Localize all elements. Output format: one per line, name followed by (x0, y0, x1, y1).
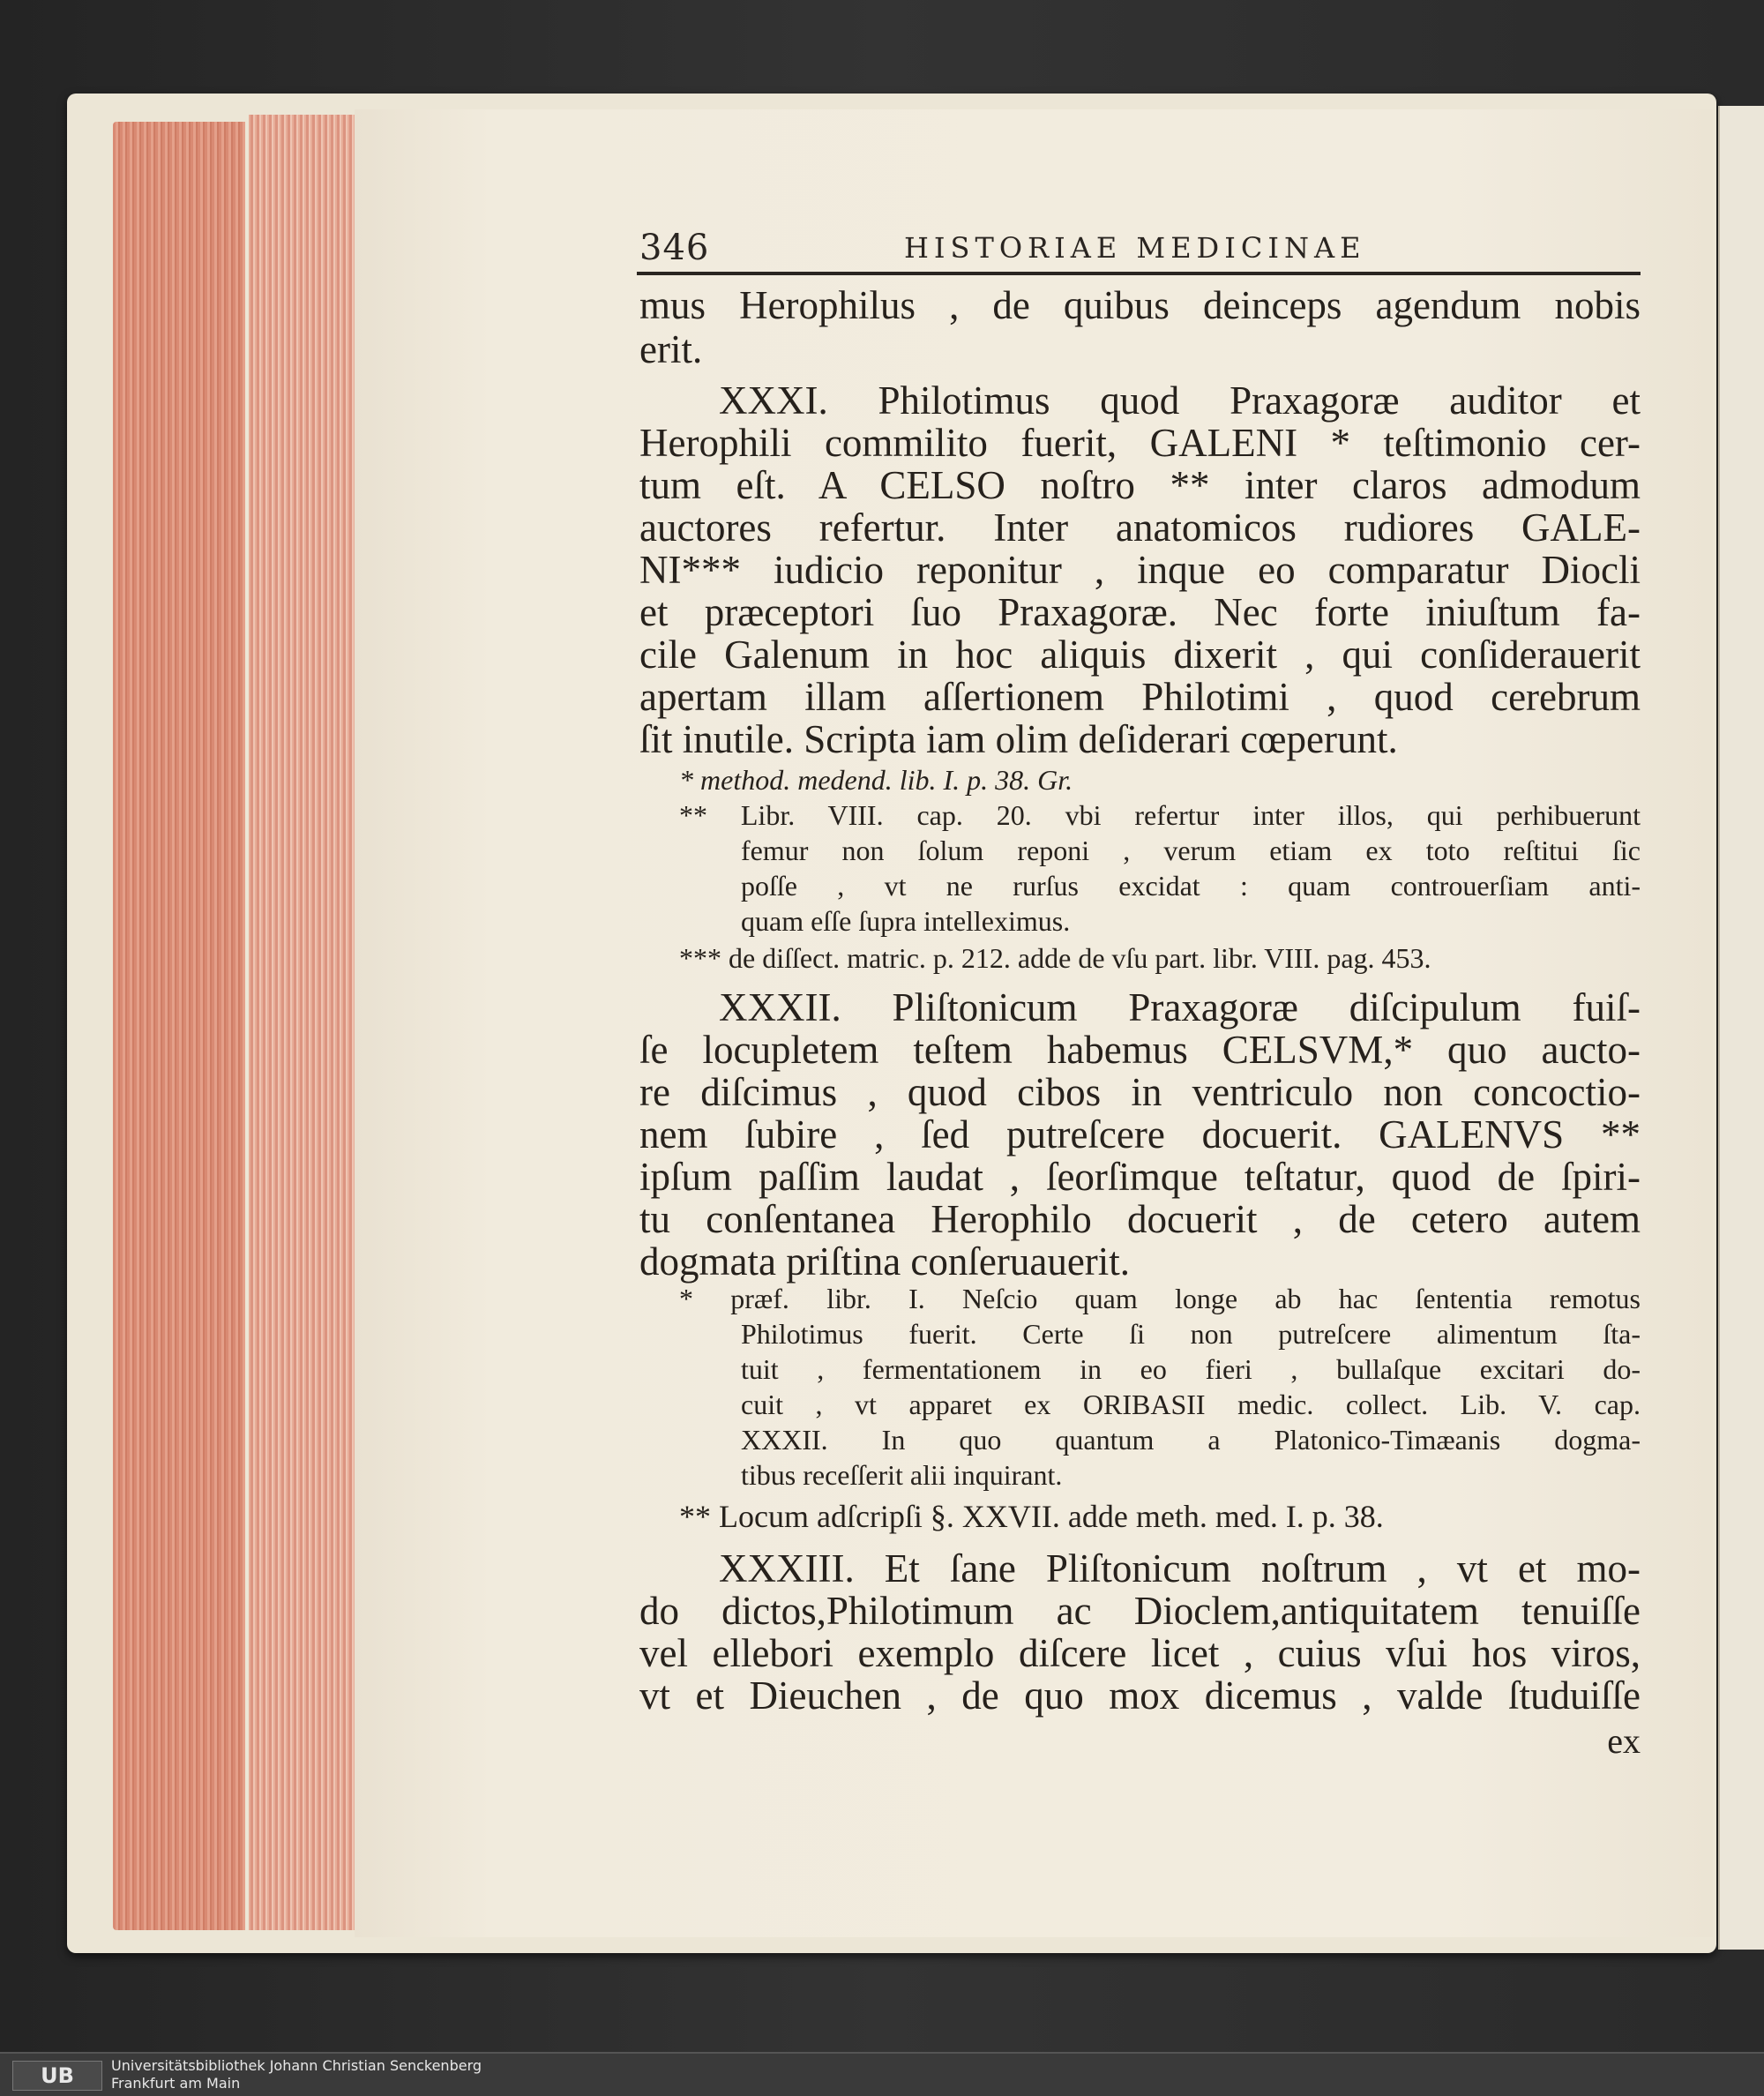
page-number: 346 (639, 228, 710, 268)
body-line: et præceptori ſuo Praxagoræ. Nec forte iniuſtum fa- (639, 590, 1641, 634)
footnote-line: ** Libr. VIII. cap. 20. vbi refertur inter illos, qui perhibuerunt (679, 799, 1641, 831)
body-line: apertam illam aſſertionem Philotimi , quod cerebrum (639, 675, 1641, 719)
body-line: dogmata priſtina conſeruauerit. (639, 1239, 1131, 1284)
footnote-line: * præf. libr. I. Neſcio quam longe ab hac ſententia remotus (679, 1283, 1641, 1314)
institution-line-1: Universitätsbibliothek Johann Christian Senckenberg (111, 2057, 482, 2074)
body-line: ſit inutile. Scripta iam olim deſiderari cœperunt. (639, 717, 1398, 761)
body-line: NI*** iudicio reponitur , inque eo comparatur Diocli (639, 548, 1641, 592)
body-line: XXXII. Pliſtonicum Praxagoræ diſcipulum fuiſ- (719, 985, 1641, 1029)
page-edges-right (249, 115, 355, 1930)
footnote-line: femur non ſolum reponi , verum etiam ex toto reſtitui ſic (741, 835, 1641, 866)
body-line: XXXIII. Et ſane Pliſtonicum noſtrum , vt et mo- (719, 1546, 1641, 1591)
footnote-line: *** de diſſect. matric. p. 212. adde de vſu part. libr. VIII. pag. 453. (679, 942, 1431, 974)
body-line: Herophili commilito fuerit, GALENI * teſtimonio cer- (639, 421, 1641, 465)
library-footer (0, 2052, 1764, 2096)
body-line: nem ſubire , ſed putreſcere docuerit. GALENVS ** (639, 1112, 1641, 1157)
body-line: do dictos,Philotimum ac Dioclem,antiquitatem tenuiſſe (639, 1589, 1641, 1633)
footnote-line: XXXII. In quo quantum a Platonico-Timæanis dogma- (741, 1424, 1641, 1456)
body-line: ipſum paſſim laudat , ſeorſimque teſtatur, quod de ſpiri- (639, 1155, 1641, 1199)
header-rule (637, 272, 1641, 275)
library-logo: UB (12, 2061, 102, 2091)
institution-name (111, 2057, 482, 2092)
body-line: tu conſentanea Herophilo docuerit , de cetero autem (639, 1197, 1641, 1241)
body-line: ſe locupletem teſtem habemus CELSVM,* quo aucto- (639, 1028, 1641, 1072)
body-line: mus Herophilus , de quibus deinceps agendum nobis (639, 283, 1641, 327)
body-line: vel ellebori exemplo diſcere licet , cuius vſui hos viros, (639, 1631, 1641, 1675)
body-line: re diſcimus , quod cibos in ventriculo non concoctio- (639, 1070, 1641, 1114)
footnote-line: quam eſſe ſupra intelleximus. (741, 905, 1071, 937)
body-line: auctores refertur. Inter anatomicos rudiores GALE- (639, 505, 1641, 550)
body-line: vt et Dieuchen , de quo mox dicemus , valde ſtuduiſſe (639, 1673, 1641, 1718)
footnote-line: poſſe , vt ne rurſus excidat : quam controuerſiam anti- (741, 870, 1641, 902)
institution-line-2: Frankfurt am Main (111, 2075, 241, 2092)
footnote-line: tibus receſſerit alii inquirant. (741, 1459, 1063, 1491)
footnote-line: cuit , vt apparet ex ORIBASII medic. collect. Lib. V. cap. (741, 1389, 1641, 1420)
body-line: cile Galenum in hoc aliquis dixerit , qui conſiderauerit (639, 633, 1641, 677)
body-line: tum eſt. A CELSO noſtro ** inter claros admodum (639, 463, 1641, 507)
catchword: ex (1607, 1721, 1641, 1761)
footnote-line: ** Locum adſcripſi §. XXVII. adde meth. med. I. p. 38. (679, 1499, 1384, 1534)
footnote-line: * method. medend. lib. I. p. 38. Gr. (679, 764, 1073, 796)
page-edges-left (113, 122, 245, 1930)
running-head: HISTORIAE MEDICINAE (904, 231, 1366, 265)
footnote-line: Philotimus fuerit. Certe ſi non putreſcere alimentum ſta- (741, 1318, 1641, 1350)
body-line: XXXI. Philotimus quod Praxagoræ auditor et (719, 378, 1641, 423)
footnote-line: tuit , fermentationem in eo fieri , bullaſque excitari do- (741, 1353, 1641, 1385)
body-line: erit. (639, 327, 703, 371)
page-header (639, 224, 1641, 268)
next-page-edge (1718, 106, 1764, 1950)
